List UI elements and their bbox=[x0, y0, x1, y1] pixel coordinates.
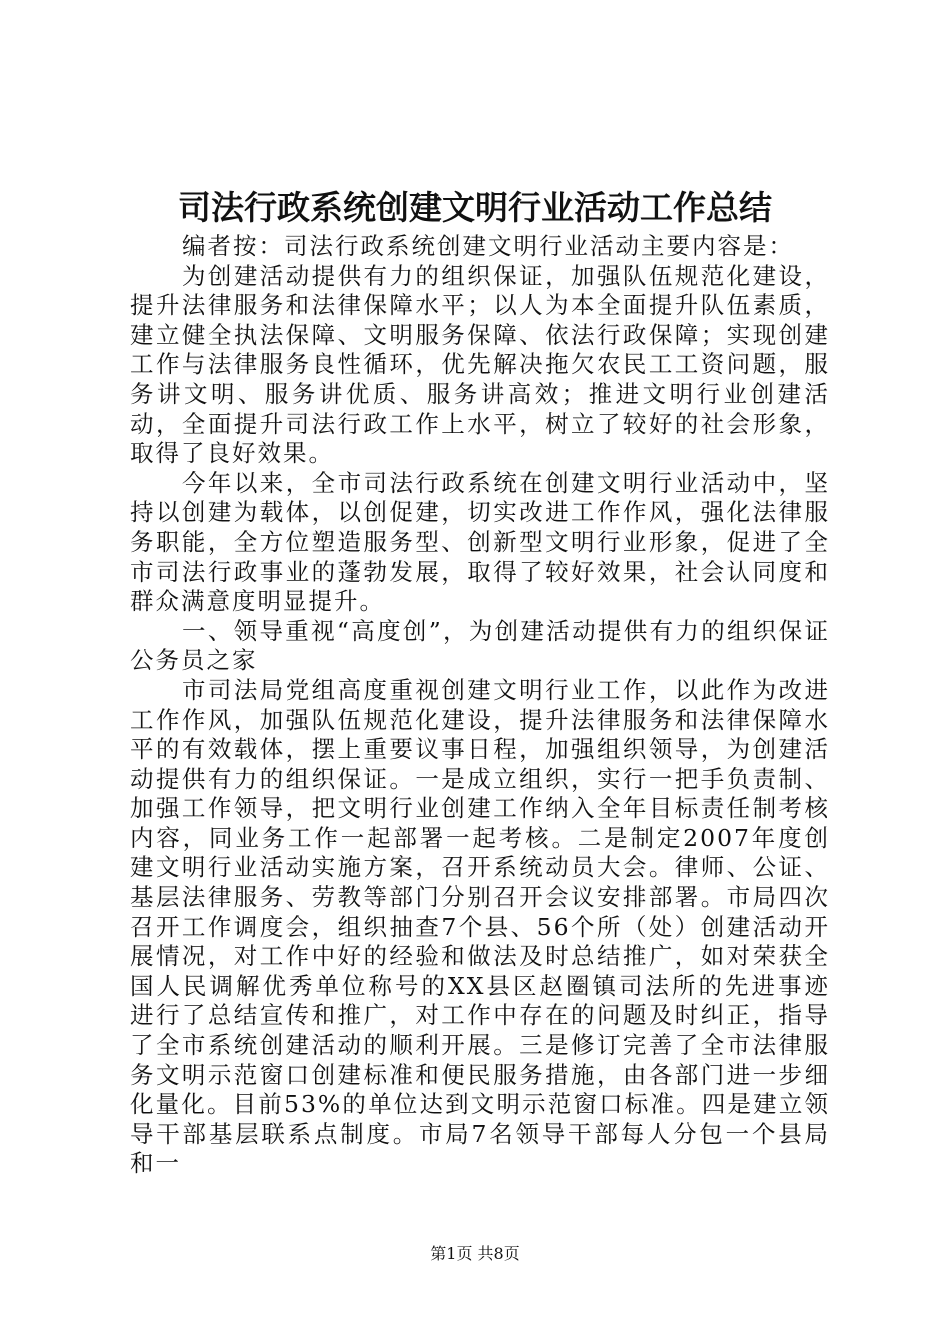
summary-paragraph: 为创建活动提供有力的组织保证，加强队伍规范化建设，提升法律服务和法律保障水平；以人为本全面提升队伍素质，建立健全执法保障、文明服务保障、依法行政保障；实现创建工作与法律服务良性循环，优先解决拖欠农民工工资问题，服务讲文明、服务讲优质、服务讲高效；推进文明行业创建活动，全面提升司法行政工作上水平，树立了较好的社会形象，取得了良好效果。 bbox=[130, 261, 830, 468]
intro-paragraph: 今年以来，全市司法行政系统在创建文明行业活动中，坚持以创建为载体，以创促建，切实改进工作作风，强化法律服务职能，全方位塑造服务型、创新型文明行业形象，促进了全市司法行政事业的蓬勃发展，取得了较好效果，社会认同度和群众满意度明显提升。 bbox=[130, 468, 830, 616]
page-footer: 第1页 共8页 bbox=[430, 1244, 520, 1263]
document-title: 司法行政系统创建文明行业活动工作总结 bbox=[178, 188, 772, 227]
section-heading-1: 一、领导重视“高度创”，为创建活动提供有力的组织保证公务员之家 bbox=[130, 616, 830, 675]
editor-note-paragraph: 编者按：司法行政系统创建文明行业活动主要内容是： bbox=[182, 232, 794, 260]
section-1-paragraph: 市司法局党组高度重视创建文明行业工作，以此作为改进工作作风，加强队伍规范化建设，提升法律服务和法律保障水平的有效载体，摆上重要议事日程，加强组织领导，为创建活动提供有力的组织保证。一是成立组织，实行一把手负责制、加强工作领导，把文明行业创建工作纳入全年目标责任制考核内容，同业务工作一起部署一起考核。二是制定2007年度创建文明行业活动实施方案，召开系统动员大会。律师、公证、基层法律服务、劳教等部门分别召开会议安排部署。市局四次召开工作调度会，组织抽查7个县、56个所（处）创建活动开展情况，对工作中好的经验和做法及时总结推广，如对荣获全国人民调解优秀单位称号的XX县区赵圈镇司法所的先进事迹进行了总结宣传和推广，对工作中存在的问题及时纠正，指导了全市系统创建活动的顺利开展。三是修订完善了全市法律服务文明示范窗口创建标准和便民服务措施，由各部门进一步细化量化。目前53%的单位达到文明示范窗口标准。四是建立领导干部基层联系点制度。市局7名领导干部每人分包一个县局和一 bbox=[130, 675, 830, 1178]
document-body bbox=[130, 232, 830, 1179]
